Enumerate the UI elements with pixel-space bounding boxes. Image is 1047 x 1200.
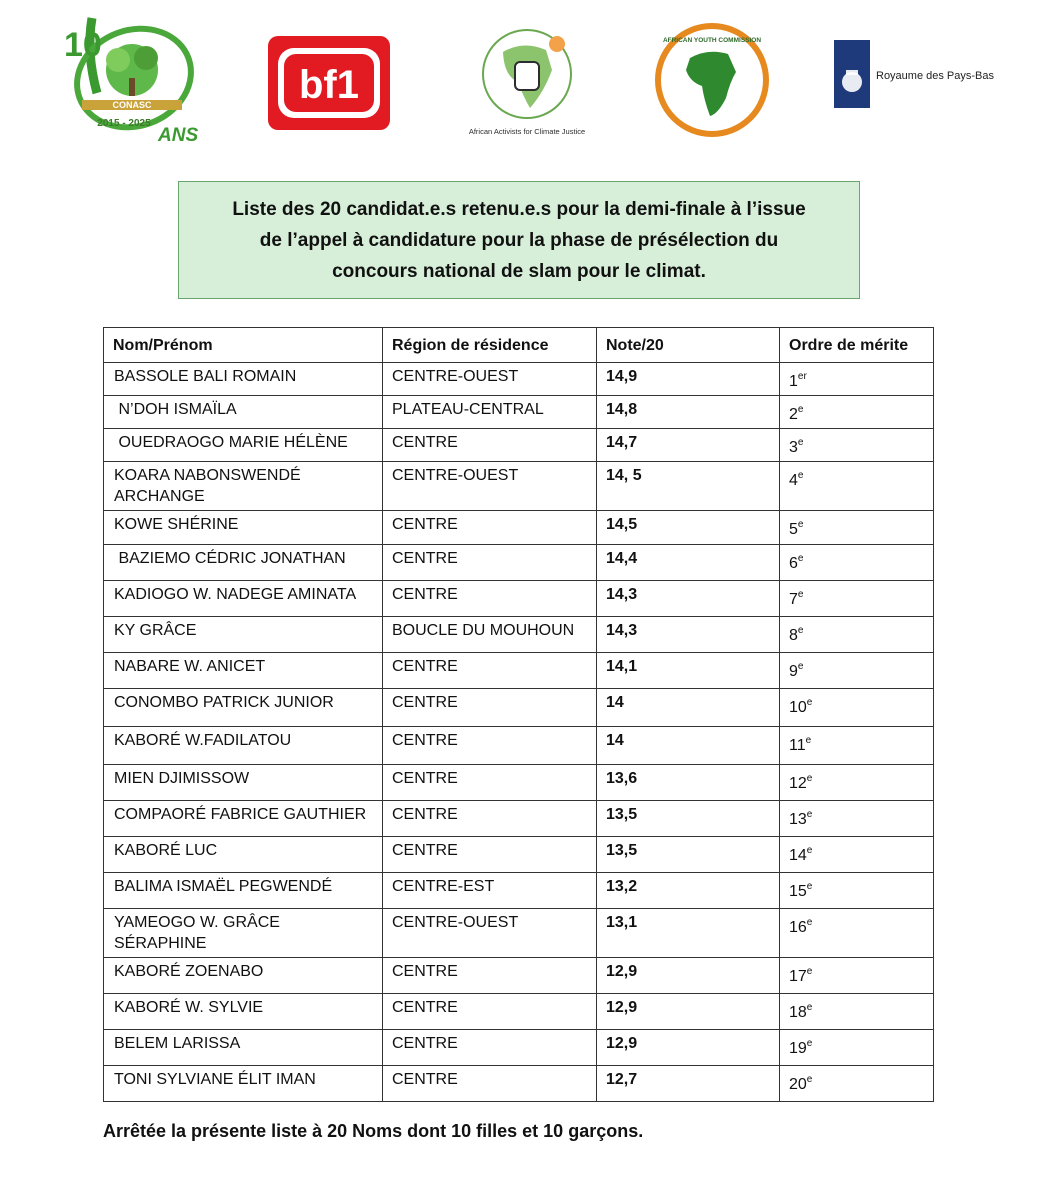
rank-suffix: e [806, 809, 813, 820]
cell-region: PLATEAU-CENTRAL [383, 396, 597, 429]
cell-region: CENTRE-OUEST [383, 462, 597, 511]
rank-number: 19 [789, 1040, 807, 1057]
rank-number: 12 [789, 775, 807, 792]
rank-number: 9 [789, 663, 798, 680]
table-row [104, 801, 934, 837]
footer-note: Arrêtée la présente liste à 20 Noms dont 10 filles et 10 garçons. [103, 1121, 644, 1141]
cell-note: 14 [597, 689, 780, 727]
rank-suffix: e [797, 589, 804, 600]
cell-region: CENTRE [383, 545, 597, 581]
bf1-wordmark: bf1 [299, 63, 359, 107]
cell-ordre [780, 873, 934, 909]
rank-number: 10 [789, 699, 807, 716]
cell-nom: OUEDRAOGO MARIE HÉLÈNE [104, 429, 383, 462]
cell-nom: KABORÉ ZOENABO [104, 958, 383, 994]
table-row [104, 727, 934, 765]
cell-nom: KY GRÂCE [104, 617, 383, 653]
header-ordre: Ordre de mérite [780, 328, 934, 363]
rank-suffix: e [797, 437, 804, 448]
cell-region: CENTRE [383, 994, 597, 1030]
table-row [104, 581, 934, 617]
cell-note: 14,3 [597, 581, 780, 617]
rank-suffix: e [806, 1038, 813, 1049]
table-body [104, 363, 934, 1102]
rank-number: 8 [789, 627, 798, 644]
rank-number: 14 [789, 847, 807, 864]
cell-region: CENTRE-EST [383, 873, 597, 909]
title-line-3: concours national de slam pour le climat. [332, 260, 706, 282]
cell-ordre [780, 765, 934, 801]
conasc-numeral: 10 [64, 26, 102, 64]
cell-nom: NABARE W. ANICET [104, 653, 383, 689]
cell-ordre [780, 511, 934, 545]
table-row [104, 511, 934, 545]
cell-ordre [780, 581, 934, 617]
aacj-name: African Activists for Climate Justice [468, 127, 586, 136]
cell-ordre [780, 617, 934, 653]
cell-note: 14 [597, 727, 780, 765]
title-line-1: Liste des 20 candidat.e.s retenu.e.s pour la demi-finale à l’issue [232, 198, 806, 220]
cell-note: 14,5 [597, 511, 780, 545]
rank-number: 2 [789, 406, 798, 423]
header-region: Région de résidence [383, 328, 597, 363]
rank-suffix: e [805, 735, 812, 746]
rank-number: 1 [789, 373, 798, 390]
cell-note: 14,4 [597, 545, 780, 581]
conasc-ans: ANS [158, 125, 199, 146]
conasc-name: CONASC [112, 100, 152, 110]
cell-region: CENTRE [383, 727, 597, 765]
cell-nom: KOARA NABONSWENDÉ ARCHANGE [104, 462, 383, 511]
cell-note: 14, 5 [597, 462, 780, 511]
cell-region: CENTRE [383, 958, 597, 994]
cell-ordre [780, 994, 934, 1030]
cell-region: CENTRE [383, 689, 597, 727]
cell-nom: KABORÉ W.FADILATOU [104, 727, 383, 765]
cell-nom: BELEM LARISSA [104, 1030, 383, 1066]
bf1-logo [268, 36, 390, 130]
table-header-row [104, 328, 934, 363]
cell-ordre [780, 363, 934, 396]
rank-suffix: e [797, 661, 804, 672]
conasc-years: 2015 - 2025 [97, 118, 151, 129]
title-box [178, 181, 860, 299]
rank-suffix: e [797, 553, 804, 564]
table-row [104, 429, 934, 462]
cell-note: 14,9 [597, 363, 780, 396]
rank-number: 20 [789, 1076, 807, 1093]
cell-note: 12,9 [597, 1030, 780, 1066]
cell-region: CENTRE [383, 429, 597, 462]
cell-ordre [780, 396, 934, 429]
cell-region: BOUCLE DU MOUHOUN [383, 617, 597, 653]
table-row [104, 1066, 934, 1102]
rank-suffix: er [797, 371, 807, 382]
table-row [104, 873, 934, 909]
cell-ordre [780, 909, 934, 958]
cell-region: CENTRE [383, 653, 597, 689]
cell-nom: KADIOGO W. NADEGE AMINATA [104, 581, 383, 617]
table-row [104, 545, 934, 581]
rank-number: 3 [789, 439, 798, 456]
nl-logo [834, 40, 994, 110]
cell-nom: KOWE SHÉRINE [104, 511, 383, 545]
cell-region: CENTRE-OUEST [383, 363, 597, 396]
cell-ordre [780, 727, 934, 765]
rank-suffix: e [797, 404, 804, 415]
title-line-2: de l’appel à candidature pour la phase de présélection du [259, 229, 779, 251]
rank-suffix: e [806, 697, 813, 708]
rank-suffix: e [806, 773, 813, 784]
cell-region: CENTRE [383, 801, 597, 837]
aacj-logo [468, 22, 586, 140]
rank-number: 7 [789, 591, 798, 608]
rank-suffix: e [797, 470, 804, 481]
rank-suffix: e [806, 917, 813, 928]
cell-note: 14,1 [597, 653, 780, 689]
cell-note: 14,7 [597, 429, 780, 462]
ayc-logo [650, 20, 774, 140]
cell-ordre [780, 429, 934, 462]
cell-note: 12,7 [597, 1066, 780, 1102]
cell-nom: YAMEOGO W. GRÂCE SÉRAPHINE [104, 909, 383, 958]
rank-suffix: e [797, 519, 804, 530]
cell-ordre [780, 801, 934, 837]
rank-suffix: e [806, 1002, 813, 1013]
nl-name: Royaume des Pays-Bas [876, 70, 994, 82]
rank-number: 17 [789, 968, 807, 985]
table-row [104, 689, 934, 727]
table-row [104, 653, 934, 689]
table-row [104, 958, 934, 994]
cell-note: 13,2 [597, 873, 780, 909]
results-table [103, 327, 934, 1102]
cell-ordre [780, 545, 934, 581]
table-row [104, 462, 934, 511]
rank-suffix: e [797, 625, 804, 636]
cell-region: CENTRE [383, 1066, 597, 1102]
cell-note: 13,5 [597, 837, 780, 873]
cell-note: 12,9 [597, 958, 780, 994]
rank-number: 5 [789, 521, 798, 538]
cell-ordre [780, 958, 934, 994]
cell-ordre [780, 837, 934, 873]
cell-nom: N’DOH ISMAÏLA [104, 396, 383, 429]
rank-number: 16 [789, 919, 807, 936]
cell-ordre [780, 1030, 934, 1066]
cell-note: 13,6 [597, 765, 780, 801]
cell-note: 13,5 [597, 801, 780, 837]
cell-ordre [780, 653, 934, 689]
header-nom: Nom/Prénom [104, 328, 383, 363]
conasc-logo [52, 8, 202, 148]
cell-ordre [780, 1066, 934, 1102]
cell-region: CENTRE [383, 511, 597, 545]
cell-nom: TONI SYLVIANE ÉLIT IMAN [104, 1066, 383, 1102]
cell-nom: BAZIEMO CÉDRIC JONATHAN [104, 545, 383, 581]
cell-region: CENTRE [383, 837, 597, 873]
cell-note: 13,1 [597, 909, 780, 958]
table-row [104, 837, 934, 873]
cell-nom: BALIMA ISMAËL PEGWENDÉ [104, 873, 383, 909]
rank-suffix: e [806, 966, 813, 977]
rank-number: 11 [789, 737, 806, 754]
header-note: Note/20 [597, 328, 780, 363]
rank-number: 18 [789, 1004, 807, 1021]
cell-nom: MIEN DJIMISSOW [104, 765, 383, 801]
rank-suffix: e [806, 845, 813, 856]
rank-number: 4 [789, 472, 798, 489]
cell-ordre [780, 462, 934, 511]
table-row [104, 1030, 934, 1066]
table-row [104, 396, 934, 429]
cell-note: 14,3 [597, 617, 780, 653]
cell-nom: KABORÉ LUC [104, 837, 383, 873]
rank-suffix: e [806, 881, 813, 892]
cell-nom: KABORÉ W. SYLVIE [104, 994, 383, 1030]
table-row [104, 765, 934, 801]
rank-number: 15 [789, 883, 807, 900]
table-row [104, 994, 934, 1030]
table-row [104, 617, 934, 653]
cell-nom: CONOMBO PATRICK JUNIOR [104, 689, 383, 727]
cell-region: CENTRE [383, 581, 597, 617]
cell-nom: BASSOLE BALI ROMAIN [104, 363, 383, 396]
cell-region: CENTRE [383, 1030, 597, 1066]
rank-suffix: e [806, 1074, 813, 1085]
rank-number: 6 [789, 555, 798, 572]
cell-note: 12,9 [597, 994, 780, 1030]
cell-note: 14,8 [597, 396, 780, 429]
cell-ordre [780, 689, 934, 727]
table-row [104, 909, 934, 958]
cell-region: CENTRE [383, 765, 597, 801]
cell-region: CENTRE-OUEST [383, 909, 597, 958]
cell-nom: COMPAORÉ FABRICE GAUTHIER [104, 801, 383, 837]
table-row [104, 363, 934, 396]
rank-number: 13 [789, 811, 807, 828]
ayc-name: AFRICAN YOUTH COMMISSION [662, 37, 762, 44]
